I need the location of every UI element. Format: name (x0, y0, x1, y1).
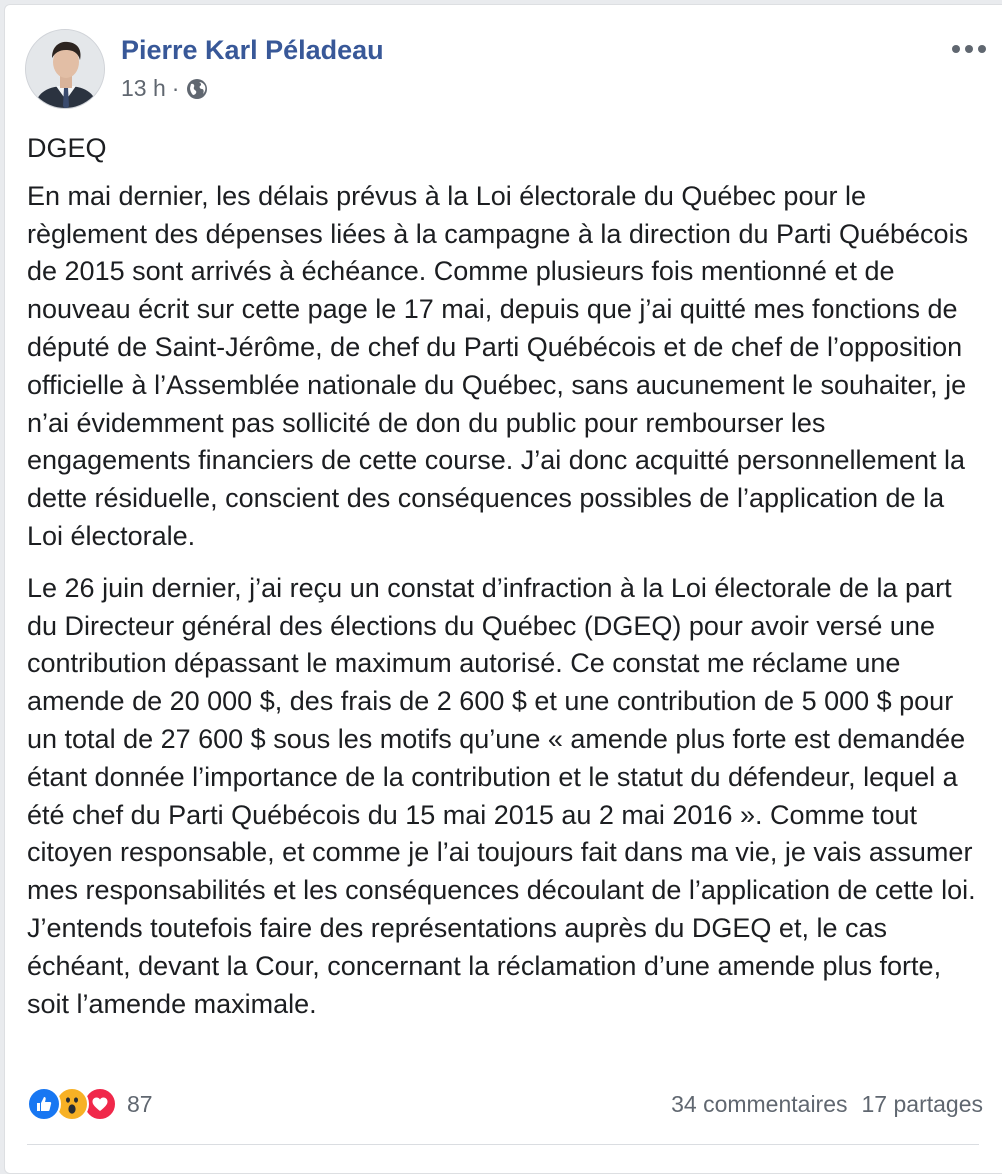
more-dot-icon (965, 45, 973, 53)
meta-separator: · (171, 75, 180, 101)
post-content (27, 130, 977, 1023)
comments-count-link[interactable]: 34 commentaires (671, 1091, 848, 1117)
post-stats (671, 1091, 983, 1118)
post-title: DGEQ (27, 133, 107, 163)
post-meta (121, 75, 209, 102)
like-icon (27, 1087, 61, 1121)
facebook-post (4, 4, 1002, 1174)
post-paragraph: En mai dernier, les délais prévus à la Loi électorale du Québec pour le règlement des dépenses liées à la campagne à la direction du Parti Québécois de 2015 sont arrivés à échéance. Comme plusieurs fois mentionné et de nouveau écrit sur cette page le 17 mai, depuis que j’ai quitté mes fonctions de député de Saint-Jérôme, de chef du Parti Québécois et de chef de l’opposition officielle à l’Assemblée nationale du Québec, sans aucunement le souhaiter, je n’ai évidemment pas sollicité de don du public pour rembourser les engagements financiers de cette course. J’ai donc acquitté personnellement la dette résiduelle, conscient des conséquences possibles de l’application de la Loi électorale. (27, 180, 969, 551)
post-paragraph: Le 26 juin dernier, j’ai reçu un constat d’infraction à la Loi électorale de la part du Directeur général des élections du Québec (DGEQ) pour avoir versé une contribution dépassant le maximum autorisé. Ce constat me réclame une amende de 20 000 $, des frais de 2 600 $ et une contribution de 5 000 $ pour un total de 27 600 $ sous les motifs qu’une « amende plus forte est demandée étant donnée l’importance de la contribution et le statut du défendeur, lequel a été chef du Parti Québécois du 15 mai 2015 au 2 mai 2016 ». Comme tout citoyen responsable, et comme je l’ai toujours fait dans ma vie, je vais assumer mes responsabilités et les conséquences découlant de l’application de cette loi. J’entends toutefois faire des représentations auprès du DGEQ et, le cas échéant, devant la Cour, concernant la réclamation d’une amende plus forte, soit l’amende maximale. (27, 572, 976, 1019)
more-dot-icon (978, 45, 986, 53)
reaction-count: 87 (127, 1090, 153, 1117)
post-timestamp[interactable]: 13 h (121, 75, 166, 101)
more-options-button[interactable] (947, 35, 991, 63)
author-avatar[interactable] (25, 29, 105, 109)
avatar-portrait-icon (26, 30, 105, 109)
footer-divider (27, 1144, 979, 1145)
author-name[interactable]: Pierre Karl Péladeau (121, 35, 384, 65)
shares-count-link[interactable]: 17 partages (861, 1091, 983, 1117)
more-dot-icon (952, 45, 960, 53)
reactions-summary[interactable] (27, 1086, 153, 1122)
globe-icon[interactable] (185, 77, 209, 101)
